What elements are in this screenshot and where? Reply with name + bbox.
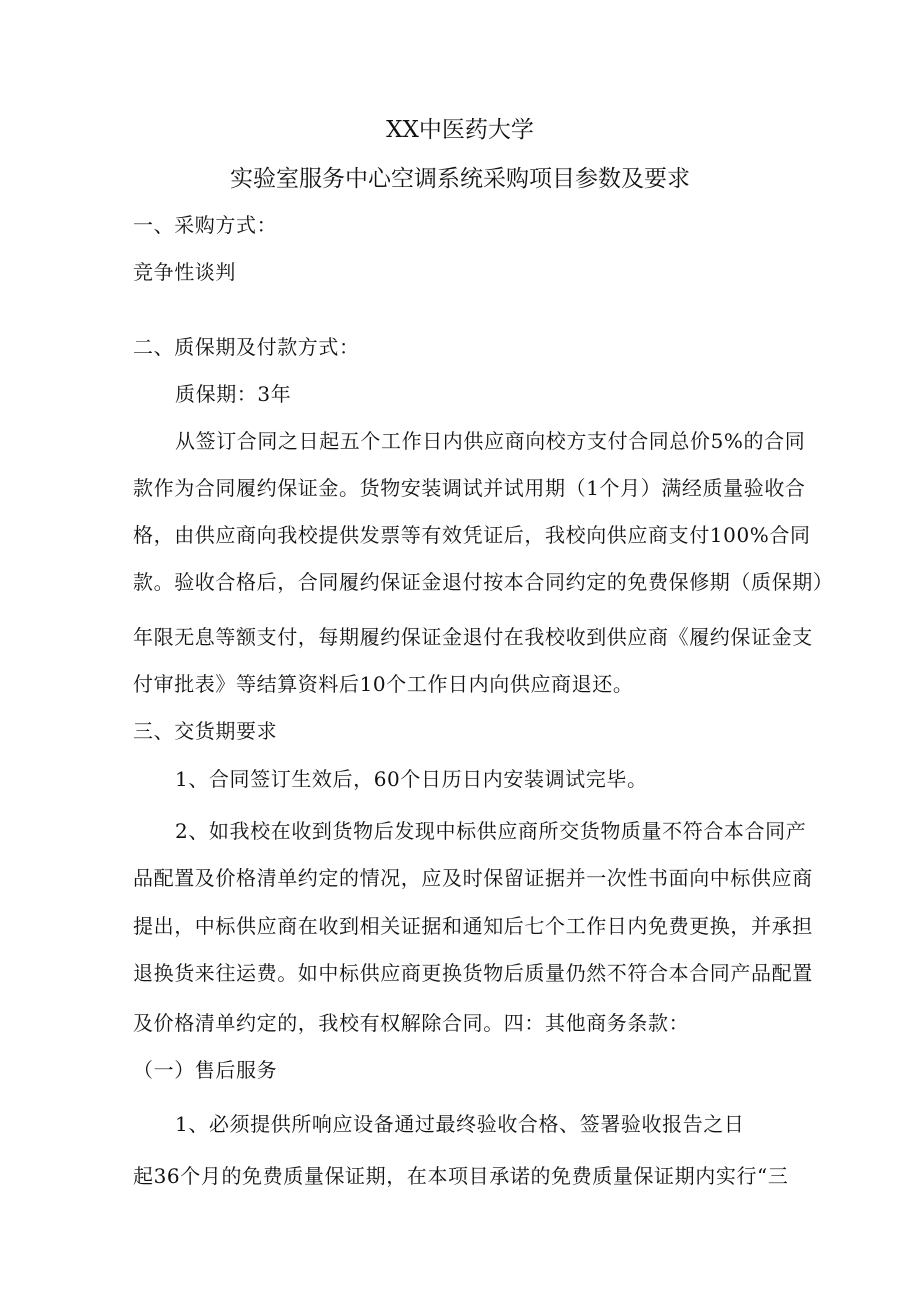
payment-paragraph-line: 格，由供应商向我校提供发票等有效凭证后，我校向供应商支付100%合同 bbox=[133, 523, 811, 547]
document-subtitle: 实验室服务中心空调系统采购项目参数及要求 bbox=[230, 166, 690, 192]
section-heading-after-sales: （一）售后服务 bbox=[133, 1058, 278, 1082]
section-heading-delivery: 三、交货期要求 bbox=[133, 719, 278, 743]
delivery-item-1: 1、合同签订生效后，60个日历日内安装调试完毕。 bbox=[175, 767, 648, 791]
payment-paragraph-line: 年限无息等额支付，每期履约保证金退付在我校收到供应商《履约保证金支 bbox=[133, 625, 813, 649]
delivery-item-2-line: 及价格清单约定的，我校有权解除合同。四：其他商务条款： bbox=[133, 1011, 690, 1035]
delivery-item-2-line: 2、如我校在收到货物后发现中标供应商所交货物质量不符合本合同产 bbox=[175, 819, 807, 843]
section-heading-warranty-payment: 二、质保期及付款方式： bbox=[133, 335, 360, 359]
procurement-method-text: 竞争性谈判 bbox=[133, 260, 236, 284]
payment-paragraph-line: 款作为合同履约保证金。货物安装调试并试用期（1个月）满经质量验收合 bbox=[133, 476, 806, 500]
after-sales-line: 1、必须提供所响应设备通过最终验收合格、签署验收报告之日 bbox=[175, 1112, 745, 1136]
section-heading-procurement-method: 一、采购方式： bbox=[133, 213, 278, 237]
delivery-item-2-line: 退换货来往运费。如中标供应商更换货物后质量仍然不符合本合同产品配置 bbox=[133, 961, 813, 985]
delivery-item-2-line: 品配置及价格清单约定的情况，应及时保留证据并一次性书面向中标供应商 bbox=[133, 866, 813, 890]
payment-paragraph-line: 从签订合同之日起五个工作日内供应商向校方支付合同总价5%的合同 bbox=[175, 429, 806, 453]
document-title: XX中医药大学 bbox=[386, 117, 534, 143]
delivery-item-2-line: 提出，中标供应商在收到相关证据和通知后七个工作日内免费更换，并承担 bbox=[133, 914, 813, 938]
payment-paragraph-line: 付审批表》等结算资料后10个工作日内向供应商退还。 bbox=[133, 672, 634, 696]
payment-paragraph-line: 款。验收合格后，合同履约保证金退付按本合同约定的免费保修期（质保期） bbox=[133, 570, 834, 594]
after-sales-line: 起36个月的免费质量保证期，在本项目承诺的免费质量保证期内实行“三 bbox=[133, 1164, 789, 1188]
warranty-period-text: 质保期：3年 bbox=[175, 382, 292, 406]
